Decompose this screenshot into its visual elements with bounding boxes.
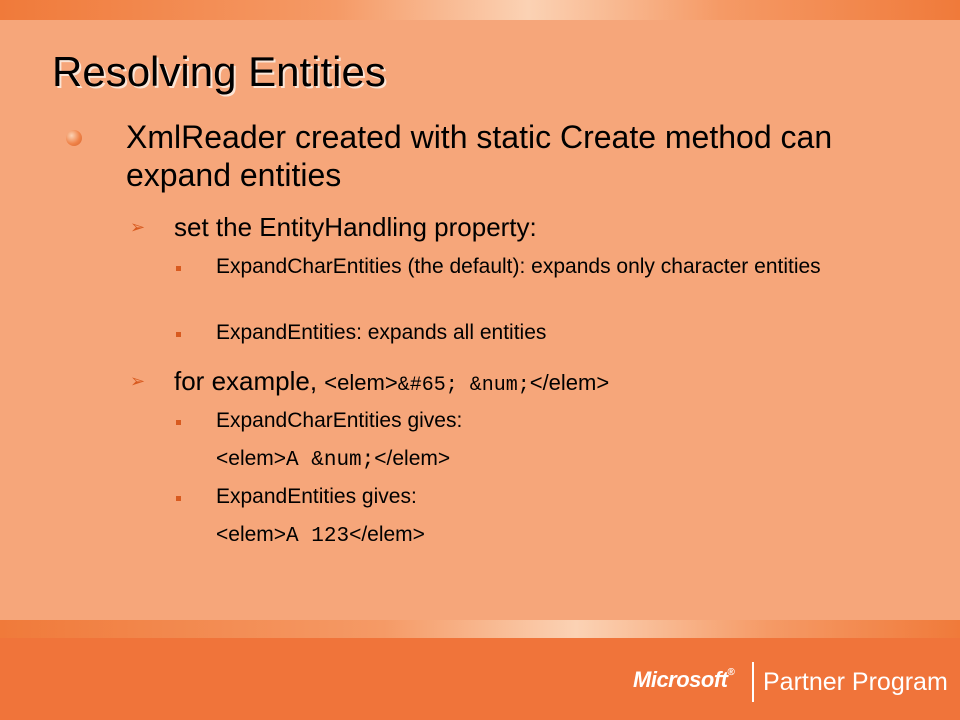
square-bullet-icon [176,420,181,425]
bullet-dot-icon [66,130,82,146]
code-result-charentities [216,447,450,473]
slide-content [0,20,960,620]
code-body: A &num; [286,449,375,472]
item-entities-gives: ExpandEntities gives: [216,485,417,508]
example-code: &#65; &num; [397,374,530,397]
footer-gradient-band [0,620,960,638]
logo-divider [752,662,754,702]
example-close-tag: </elem> [529,370,610,395]
registered-mark: ® [727,667,735,678]
arrow-bullet-icon: ➢ [130,217,146,237]
sub-bullet-entityhandling: set the EntityHandling property: [174,212,537,242]
item-charentities-gives: ExpandCharEntities gives: [216,409,463,432]
code-body: A 123 [286,525,350,548]
code-open-tag: <elem> [216,523,287,546]
code-close-tag: </elem> [374,447,451,470]
slide-title: Resolving Entities [52,48,386,95]
square-bullet-icon [176,332,181,337]
code-open-tag: <elem> [216,447,287,470]
example-prefix: for example, [174,366,325,396]
square-bullet-icon [176,266,181,271]
example-open-tag: <elem> [324,370,398,395]
square-bullet-icon [176,496,181,501]
item-expandcharentities: ExpandCharEntities (the default): expands only character entities [216,255,821,278]
top-gradient-band [0,0,960,20]
bullet-level1: XmlReader created with static Create method can expand entities [126,119,833,193]
code-close-tag: </elem> [349,523,425,546]
arrow-bullet-icon: ➢ [130,371,146,391]
microsoft-logo [633,667,734,693]
sub-bullet-example [174,366,914,401]
partner-program-label: Partner Program [763,668,948,696]
code-result-entities [216,523,425,549]
item-expandentities: ExpandEntities: expands all entities [216,321,547,344]
microsoft-wordmark: Microsoft [633,667,728,692]
